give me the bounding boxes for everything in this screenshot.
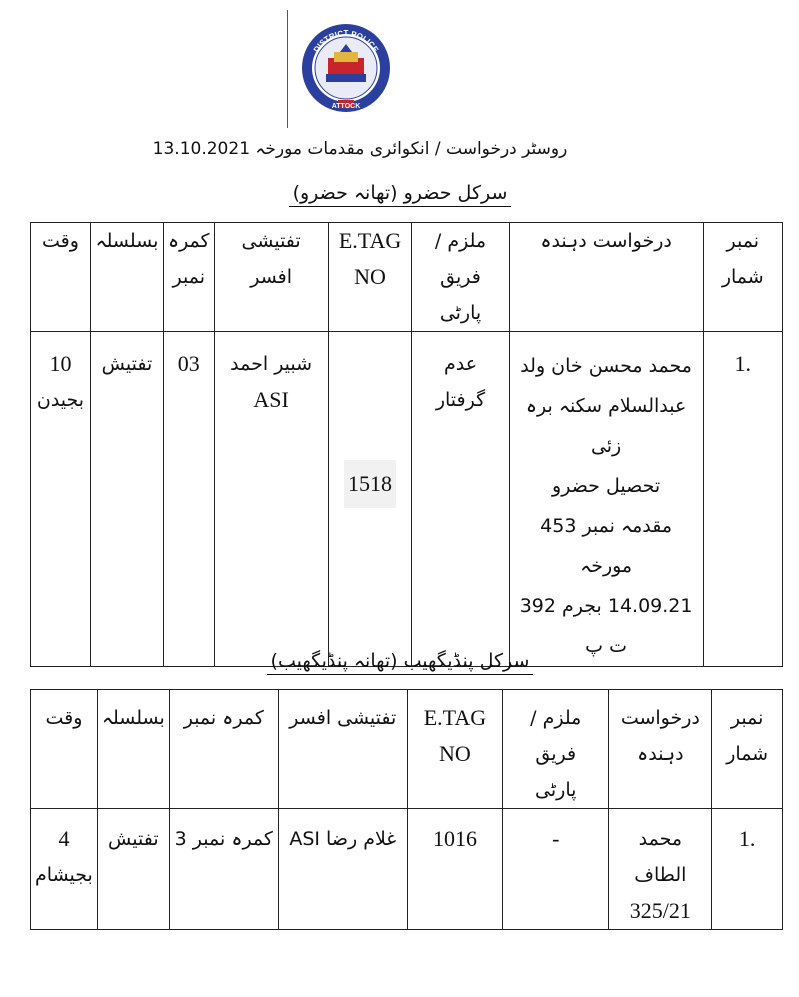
table-header-row — [31, 690, 783, 809]
header-serial: نمبر شمار — [712, 690, 783, 809]
header-divider — [287, 10, 288, 128]
cell-applicant: محمد الطاف 325/21 — [609, 809, 712, 930]
cell-serial: .1 — [712, 809, 783, 930]
header-officer: تفتیشی افسر — [278, 690, 407, 809]
title-text: روسٹر درخواست / انکوائری مقدمات مورخہ — [255, 139, 568, 159]
cell-accused: عدم گرفتار — [412, 332, 509, 667]
header-accused: ملزم / فریق پارٹی — [503, 690, 609, 809]
page-title — [150, 138, 570, 159]
table-row — [31, 332, 783, 667]
header-time: وقت — [31, 223, 91, 332]
cell-officer: غلام رضا ASI — [278, 809, 407, 930]
cell-serial: .1 — [703, 332, 782, 667]
title-date: 13.10.2021 — [152, 139, 251, 159]
roster-table-pindigheb — [30, 689, 783, 930]
logo-top-text: DISTRICT POLICE — [311, 28, 381, 54]
header-applicant: درخواست دہندہ — [509, 223, 703, 332]
table-header-row — [31, 223, 783, 332]
header-etag: E.TAG NO — [407, 690, 502, 809]
header-time: وقت — [31, 690, 98, 809]
header-room: کمرہ نمبر — [169, 690, 278, 809]
cell-officer: شبیر احمد ASI — [214, 332, 328, 667]
header-purpose: بسلسلہ — [97, 690, 169, 809]
cell-purpose: تفتیش — [90, 332, 163, 667]
district-police-logo — [300, 22, 392, 114]
cell-etag: 1518 — [328, 332, 412, 667]
cell-accused: - — [503, 809, 609, 930]
circle-title-text: سرکل پنڈیگھیب (تھانہ پنڈیگھیب) — [267, 650, 534, 675]
header-purpose: بسلسلہ — [90, 223, 163, 332]
cell-time: 4 بجیشام — [31, 809, 98, 930]
circle-title-hazro — [250, 182, 550, 204]
table-row — [31, 809, 783, 930]
header-officer: تفتیشی افسر — [214, 223, 328, 332]
cell-applicant: محمد محسن خان ولد عبدالسلام سکنہ برہ زئی تحصیل حضرو مقدمہ نمبر 453 مورخہ 14.09.21 بجرم 392 ت پ — [509, 332, 703, 667]
circle-title-text: سرکل حضرو (تھانہ حضرو) — [289, 182, 512, 207]
cell-purpose: تفتیش — [97, 809, 169, 930]
header-etag: E.TAG NO — [328, 223, 412, 332]
header-room: کمرہ نمبر — [163, 223, 214, 332]
cell-time: 10 بجیدن — [31, 332, 91, 667]
roster-table-hazro — [30, 222, 783, 667]
header-serial: نمبر شمار — [703, 223, 782, 332]
header-applicant: درخواست دہندہ — [609, 690, 712, 809]
circle-title-pindigheb — [230, 650, 570, 672]
header-accused: ملزم / فریق پارٹی — [412, 223, 509, 332]
cell-room: 03 — [163, 332, 214, 667]
cell-room: کمرہ نمبر 3 — [169, 809, 278, 930]
cell-etag: 1016 — [407, 809, 502, 930]
logo-bottom-text: ATTOCK — [331, 103, 361, 110]
police-emblem-icon — [300, 22, 392, 114]
